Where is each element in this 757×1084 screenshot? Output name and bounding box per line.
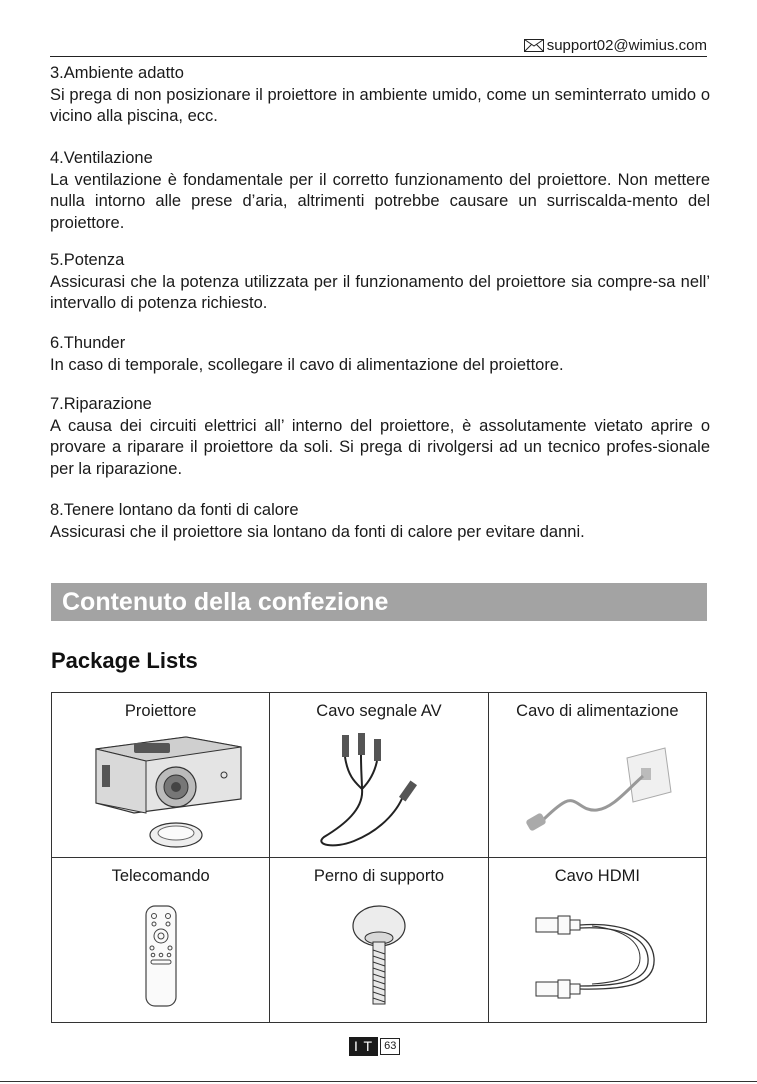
package-cell-hdmi [488,858,706,1023]
section-banner: Contenuto della confezione [51,583,707,621]
section-text: A causa dei circuiti elettrici all’ interno del proiettore, è assolutamente vietato aprire o provare a riparare il proiettore da soli. Si prega di rivolgersi ad un tecnico profes-sionale per la riparazione. [50,416,710,478]
section-potenza [50,250,710,315]
package-list-title: Package Lists [51,648,198,673]
package-label: Cavo HDMI [554,867,640,885]
support-email[interactable] [524,37,707,54]
bottom-divider [0,1081,757,1082]
section-heading: 3.Ambiente adatto [50,64,184,82]
page-number: 63 [380,1038,400,1055]
email-text: support02@wimius.com [546,37,707,54]
section-text: In caso di temporale, scollegare il cavo di alimentazione del proiettore. [50,355,564,374]
page-header [50,34,707,57]
package-cell-av-cable [270,693,488,858]
envelope-icon [524,39,544,52]
av-cable-icon [304,729,454,853]
section-heading: 4.Ventilazione [50,149,153,167]
section-heading: 8.Tenere lontano da fonti di calore [50,501,299,519]
package-label: Proiettore [124,702,197,720]
package-cell-remote [52,858,270,1023]
section-riparazione [50,394,710,480]
remote-control-icon [131,904,191,1008]
hdmi-cable-icon [532,904,662,1008]
package-cell-power-cable [488,693,706,858]
projector-icon [76,729,246,853]
section-ambiente [50,63,710,128]
power-cable-icon [517,736,677,846]
section-text: Si prega di non posizionare il proiettore in ambiente umido, come un seminterrato umido o vicino alla piscina, ecc. [50,85,710,125]
section-calore [50,500,710,543]
page-footer [349,1037,400,1056]
section-heading: 6.Thunder [50,334,126,352]
package-label: Cavo segnale AV [316,702,442,720]
section-heading: 7.Riparazione [50,395,152,413]
section-heading: 5.Potenza [50,251,125,269]
package-cell-support-pin [270,858,488,1023]
language-badge: I T [349,1037,378,1056]
section-text: La ventilazione è fondamentale per il corretto funzionamento del proiettore. Non mettere nulla intorno alle prese d’aria, altrimenti potrebbe causare un surriscalda-mento del proiettore. [50,170,710,232]
section-ventilazione [50,148,710,234]
support-pin-icon [339,904,419,1008]
package-cell-projector [52,693,270,858]
section-text: Assicurasi che la potenza utilizzata per il funzionamento del proiettore sia compre-sa nell’ intervallo di potenza richiesto. [50,272,710,312]
package-label: Telecomando [111,867,210,885]
section-thunder [50,333,710,376]
package-label: Perno di supporto [313,867,445,885]
package-label: Cavo di alimentazione [516,702,679,720]
section-text: Assicurasi che il proiettore sia lontano da fonti di calore per evitare danni. [50,522,585,541]
package-table [51,692,707,1023]
